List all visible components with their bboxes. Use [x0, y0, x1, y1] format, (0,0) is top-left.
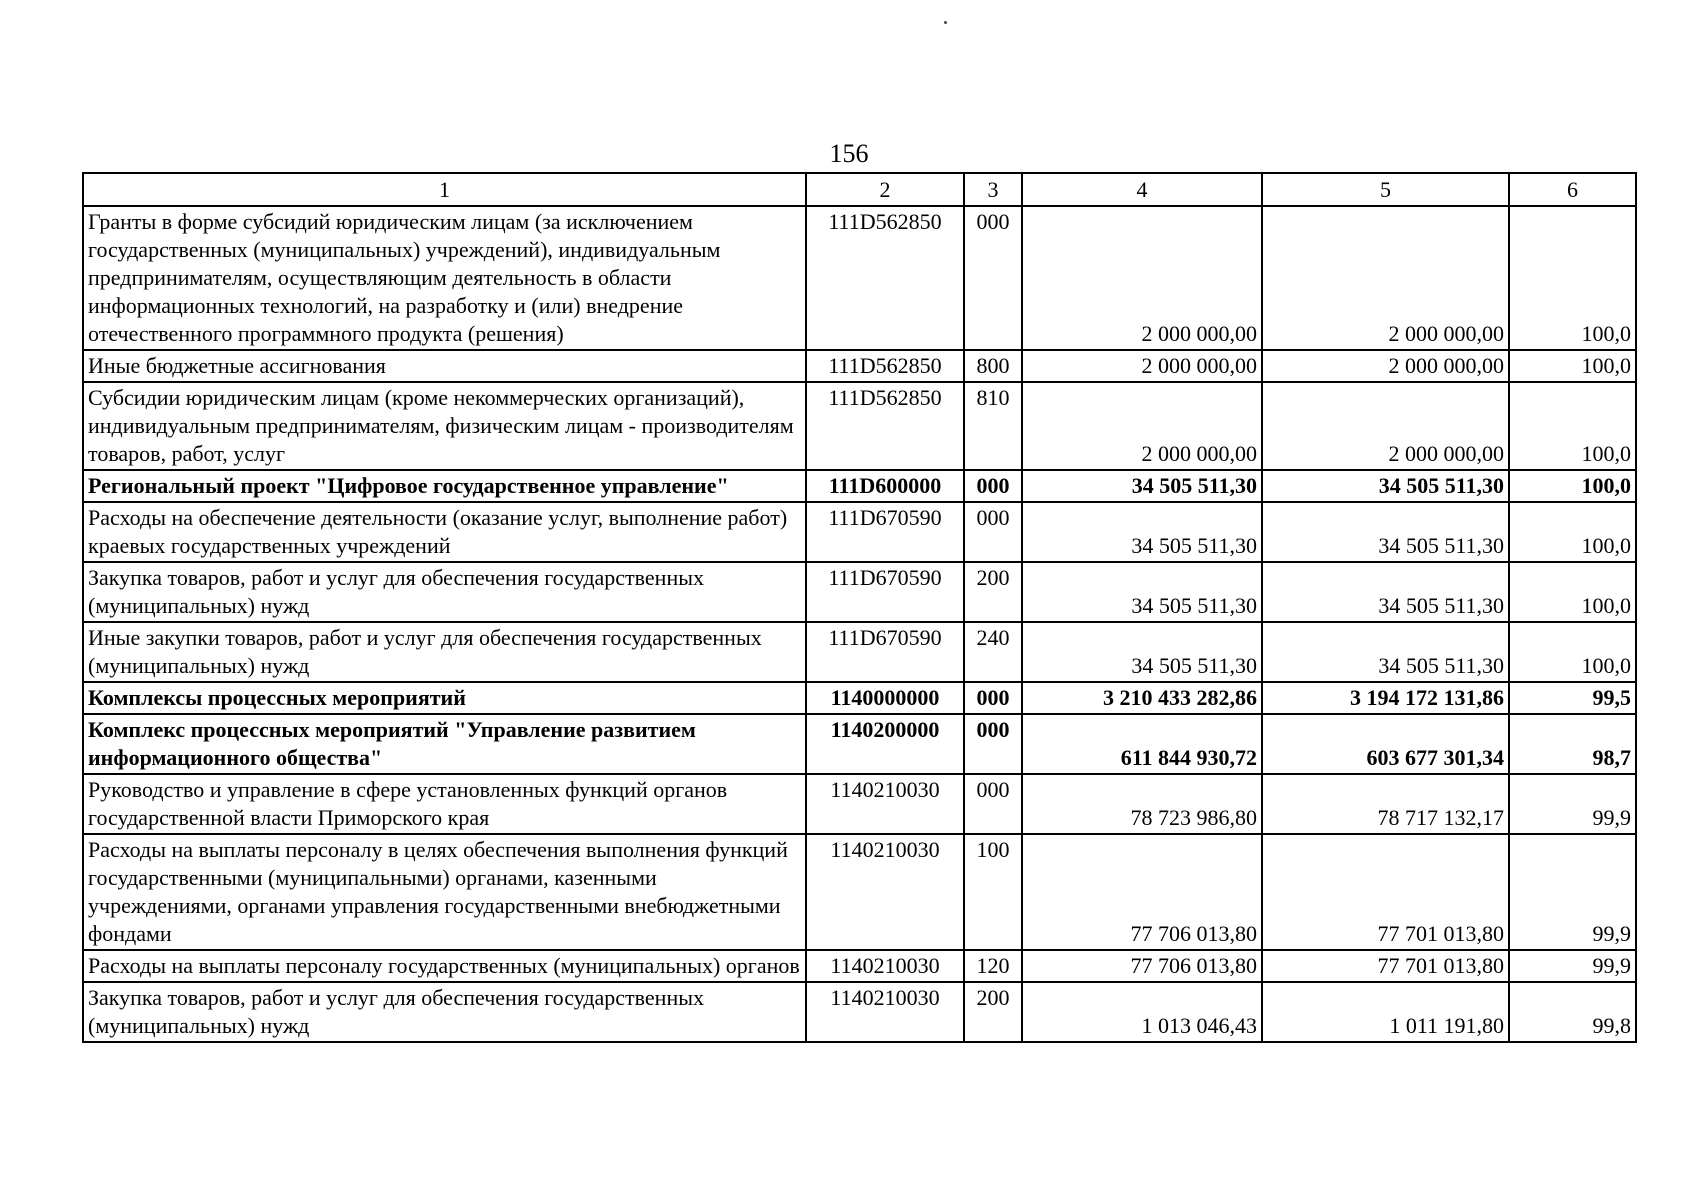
- row-fact: 2 000 000,00: [1262, 206, 1509, 350]
- row-name: Расходы на выплаты персоналу государственных (муниципальных) органов: [83, 950, 806, 982]
- row-fact: 3 194 172 131,86: [1262, 682, 1509, 714]
- row-name: Комплексы процессных мероприятий: [83, 682, 806, 714]
- table-row: [83, 982, 1636, 1042]
- budget-table: [82, 172, 1637, 1043]
- row-pct: 98,7: [1509, 714, 1636, 774]
- row-kvr: 240: [964, 622, 1022, 682]
- row-kvr: 100: [964, 834, 1022, 950]
- row-plan: 2 000 000,00: [1022, 382, 1262, 470]
- row-kvr: 000: [964, 502, 1022, 562]
- row-fact: 34 505 511,30: [1262, 622, 1509, 682]
- row-pct: 99,9: [1509, 774, 1636, 834]
- row-code: 1140210030: [806, 950, 964, 982]
- row-code: 111D670590: [806, 502, 964, 562]
- row-kvr: 200: [964, 562, 1022, 622]
- table-body: [83, 206, 1636, 1042]
- table-row: [83, 622, 1636, 682]
- table-row: [83, 502, 1636, 562]
- row-code: 111D562850: [806, 382, 964, 470]
- row-kvr: 120: [964, 950, 1022, 982]
- row-plan: 34 505 511,30: [1022, 622, 1262, 682]
- row-plan: 34 505 511,30: [1022, 470, 1262, 502]
- row-plan: 77 706 013,80: [1022, 834, 1262, 950]
- row-plan: 2 000 000,00: [1022, 350, 1262, 382]
- row-pct: 100,0: [1509, 622, 1636, 682]
- table-row: [83, 682, 1636, 714]
- header-col-1: 1: [83, 173, 806, 206]
- row-fact: 34 505 511,30: [1262, 502, 1509, 562]
- row-fact: 1 011 191,80: [1262, 982, 1509, 1042]
- row-kvr: 800: [964, 350, 1022, 382]
- row-code: 1140000000: [806, 682, 964, 714]
- row-plan: 34 505 511,30: [1022, 562, 1262, 622]
- row-pct: 99,5: [1509, 682, 1636, 714]
- row-fact: 603 677 301,34: [1262, 714, 1509, 774]
- row-plan: 34 505 511,30: [1022, 502, 1262, 562]
- row-name: Расходы на обеспечение деятельности (оказание услуг, выполнение работ) краевых государственных учреждений: [83, 502, 806, 562]
- row-pct: 99,8: [1509, 982, 1636, 1042]
- row-fact: 2 000 000,00: [1262, 382, 1509, 470]
- row-pct: 100,0: [1509, 350, 1636, 382]
- row-fact: 77 701 013,80: [1262, 950, 1509, 982]
- table-row: [83, 714, 1636, 774]
- table-row: [83, 834, 1636, 950]
- row-name: Комплекс процессных мероприятий "Управление развитием информационного общества": [83, 714, 806, 774]
- table-row: [83, 470, 1636, 502]
- row-kvr: 200: [964, 982, 1022, 1042]
- row-plan: 78 723 986,80: [1022, 774, 1262, 834]
- row-plan: 77 706 013,80: [1022, 950, 1262, 982]
- row-pct: 99,9: [1509, 950, 1636, 982]
- row-name: Закупка товаров, работ и услуг для обеспечения государственных (муниципальных) нужд: [83, 982, 806, 1042]
- row-pct: 100,0: [1509, 206, 1636, 350]
- table-row: [83, 562, 1636, 622]
- row-kvr: 000: [964, 682, 1022, 714]
- page-number: 156: [829, 139, 869, 168]
- row-name: Руководство и управление в сфере установленных функций органов государственной власти Приморского края: [83, 774, 806, 834]
- row-name: Субсидии юридическим лицам (кроме некоммерческих организаций), индивидуальным предпринимателям, физическим лицам - производителям товаров, работ, услуг: [83, 382, 806, 470]
- row-name: Региональный проект "Цифровое государственное управление": [83, 470, 806, 502]
- header-row: [83, 173, 1636, 206]
- header-col-5: 5: [1262, 173, 1509, 206]
- row-kvr: 000: [964, 714, 1022, 774]
- header-col-6: 6: [1509, 173, 1636, 206]
- header-col-3: 3: [964, 173, 1022, 206]
- row-code: 1140210030: [806, 834, 964, 950]
- row-code: 111D600000: [806, 470, 964, 502]
- scan-speck: [944, 21, 947, 24]
- row-pct: 100,0: [1509, 502, 1636, 562]
- row-name: Гранты в форме субсидий юридическим лицам (за исключением государственных (муниципальных) учреждений), индивидуальным предпринимателям, осуществляющим деятельность в области информационных технологий, на разработку и (или) внедрение отечественного программного продукта (решения): [83, 206, 806, 350]
- row-fact: 34 505 511,30: [1262, 470, 1509, 502]
- row-fact: 77 701 013,80: [1262, 834, 1509, 950]
- table-row: [83, 350, 1636, 382]
- row-kvr: 000: [964, 774, 1022, 834]
- table-header: [83, 173, 1636, 206]
- row-fact: 78 717 132,17: [1262, 774, 1509, 834]
- row-plan: 3 210 433 282,86: [1022, 682, 1262, 714]
- row-code: 1140210030: [806, 982, 964, 1042]
- row-code: 1140200000: [806, 714, 964, 774]
- table-row: [83, 382, 1636, 470]
- table-row: [83, 950, 1636, 982]
- row-code: 111D670590: [806, 562, 964, 622]
- header-col-4: 4: [1022, 173, 1262, 206]
- row-name: Иные бюджетные ассигнования: [83, 350, 806, 382]
- row-fact: 2 000 000,00: [1262, 350, 1509, 382]
- row-kvr: 000: [964, 206, 1022, 350]
- row-pct: 100,0: [1509, 382, 1636, 470]
- row-code: 111D562850: [806, 206, 964, 350]
- row-name: Закупка товаров, работ и услуг для обеспечения государственных (муниципальных) нужд: [83, 562, 806, 622]
- header-col-2: 2: [806, 173, 964, 206]
- table-row: [83, 774, 1636, 834]
- row-name: Иные закупки товаров, работ и услуг для обеспечения государственных (муниципальных) нужд: [83, 622, 806, 682]
- row-name: Расходы на выплаты персоналу в целях обеспечения выполнения функций государственными (муниципальными) органами, казенными учреждениями, органами управления государственными внебюджетными фондами: [83, 834, 806, 950]
- row-kvr: 810: [964, 382, 1022, 470]
- table-row: [83, 206, 1636, 350]
- row-kvr: 000: [964, 470, 1022, 502]
- row-code: 1140210030: [806, 774, 964, 834]
- row-code: 111D562850: [806, 350, 964, 382]
- row-fact: 34 505 511,30: [1262, 562, 1509, 622]
- row-plan: 1 013 046,43: [1022, 982, 1262, 1042]
- row-pct: 100,0: [1509, 470, 1636, 502]
- row-code: 111D670590: [806, 622, 964, 682]
- row-plan: 2 000 000,00: [1022, 206, 1262, 350]
- row-pct: 100,0: [1509, 562, 1636, 622]
- row-pct: 99,9: [1509, 834, 1636, 950]
- row-plan: 611 844 930,72: [1022, 714, 1262, 774]
